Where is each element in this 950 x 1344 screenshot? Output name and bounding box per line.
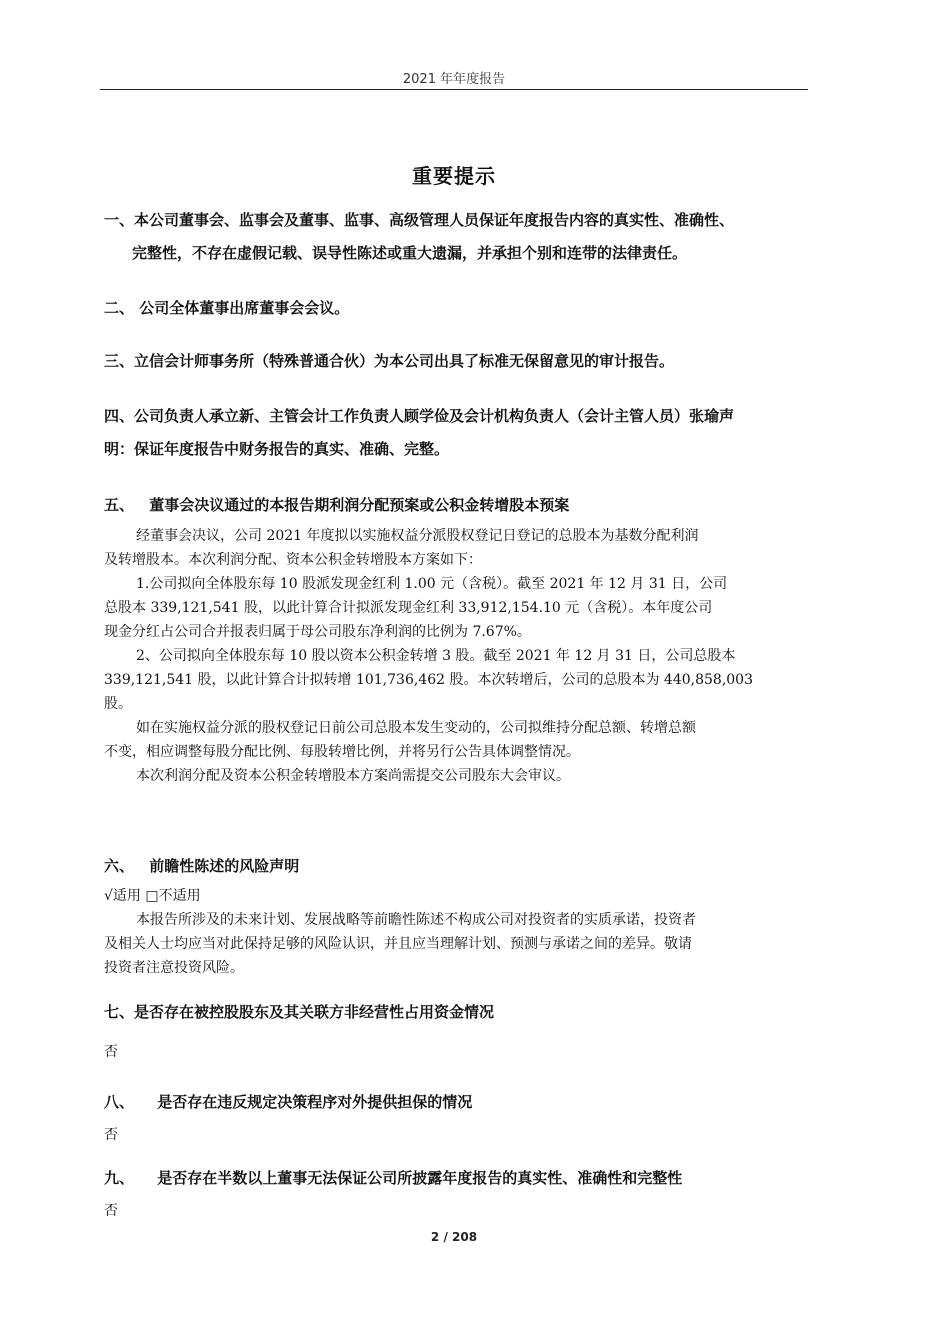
section-1-line-2: 完整性，不存在虚假记载、误导性陈述或重大遗漏，并承担个别和连带的法律责任。 [132, 244, 688, 262]
section-9-number: 九、 [104, 1169, 135, 1187]
s5-p4-line-2: 不变，相应调整每股分配比例、每股转增比例，并将另行公告具体调整情况。 [104, 744, 580, 760]
section-6-title: 前瞻性陈述的风险声明 [149, 857, 300, 875]
section-7-answer [104, 1040, 808, 1064]
s5-p3-line-1: 2、公司拟向全体股东每 10 股以资本公积金转增 3 股。截至 2021 年 12 月 31 日，公司总股本 [136, 648, 736, 664]
section-2: 二、 公司全体董事出席董事会会议。 [104, 299, 350, 317]
page-title: 重要提示 [412, 164, 496, 188]
section-4-line-1: 四、公司负责人承立新、主管会计工作负责人顾学俭及会计机构负责人（会计主管人员）张瑜声 [104, 407, 735, 425]
s5-p1-line-1: 经董事会决议，公司 2021 年度拟以实施权益分派股权登记日登记的总股本为基数分配利润 [136, 528, 699, 544]
applicable-checkbox-line: √适用 □不适用 [104, 888, 201, 904]
s5-p3-line-2: 339,121,541 股，以此计算合计拟转增 101,736,462 股。本次转增后，公司的总股本为 440,858,003 [104, 672, 753, 688]
section-6-number: 六、 [104, 857, 135, 875]
section-9-title: 是否存在半数以上董事无法保证公司所披露年度报告的真实性、准确性和完整性 [157, 1169, 683, 1187]
section-9-answer [104, 1199, 808, 1223]
s6-p1-line-2: 及相关人士均应当对此保持足够的风险认识，并且应当理解计划、预测与承诺之间的差异。敬请 [104, 936, 692, 952]
s5-p1-line-2: 及转增股本。本次利润分配、资本公积金转增股本方案如下： [104, 552, 482, 568]
s9-answer-text: 否 [104, 1203, 118, 1219]
s7-answer-text: 否 [104, 1044, 118, 1060]
section-3: 三、立信会计师事务所（特殊普通合伙）为本公司出具了标准无保留意见的审计报告。 [104, 352, 675, 370]
s8-answer-text: 否 [104, 1127, 118, 1143]
section-6-heading [104, 851, 814, 882]
page-header: 2021 年年度报告 [402, 72, 506, 87]
s6-p1-line-1: 本报告所涉及的未来计划、发展战略等前瞻性陈述不构成公司对投资者的实质承诺，投资者 [136, 912, 696, 928]
s5-p4-line-1: 如在实施权益分派的股权登记日前公司总股本发生变动的，公司拟维持分配总额、转增总额 [136, 720, 696, 736]
section-8-title: 是否存在违反规定决策程序对外提供担保的情况 [157, 1093, 473, 1111]
s5-p3-line-3: 股。 [104, 696, 132, 712]
header-divider [100, 89, 808, 90]
s5-p2-line-1: 1.公司拟向全体股东每 10 股派发现金红利 1.00 元（含税）。截至 2021 年 12 月 31 日，公司 [136, 576, 728, 592]
section-8-number: 八、 [104, 1093, 135, 1111]
s5-p2-line-2: 总股本 339,121,541 股，以此计算合计拟派发现金红利 33,912,154.10 元（含税）。本年度公司 [104, 600, 713, 616]
s6-p1-line-3: 投资者注意投资风险。 [104, 960, 244, 976]
section-5-title: 董事会决议通过的本报告期利润分配预案或公积金转增股本预案 [149, 496, 570, 514]
section-8-answer [104, 1123, 808, 1147]
section-1-line-1: 一、本公司董事会、监事会及董事、监事、高级管理人员保证年度报告内容的真实性、准确性、 [104, 211, 735, 229]
section-6-body [104, 884, 808, 980]
page-number: 2 / 208 [430, 1230, 478, 1244]
section-8-heading [104, 1087, 814, 1118]
section-5-body [104, 524, 808, 788]
section-7-heading: 七、是否存在被控股股东及其关联方非经营性占用资金情况 [104, 1003, 495, 1021]
s5-p5: 本次利润分配及资本公积金转增股本方案尚需提交公司股东大会审议。 [136, 768, 570, 784]
section-9-heading [104, 1163, 814, 1194]
s5-p2-line-3: 现金分红占公司合并报表归属于母公司股东净利润的比例为 7.67%。 [104, 624, 531, 640]
section-5-number: 五、 [104, 496, 135, 514]
section-4-line-2: 明：保证年度报告中财务报告的真实、准确、完整。 [104, 440, 450, 458]
section-5-heading [104, 490, 814, 521]
